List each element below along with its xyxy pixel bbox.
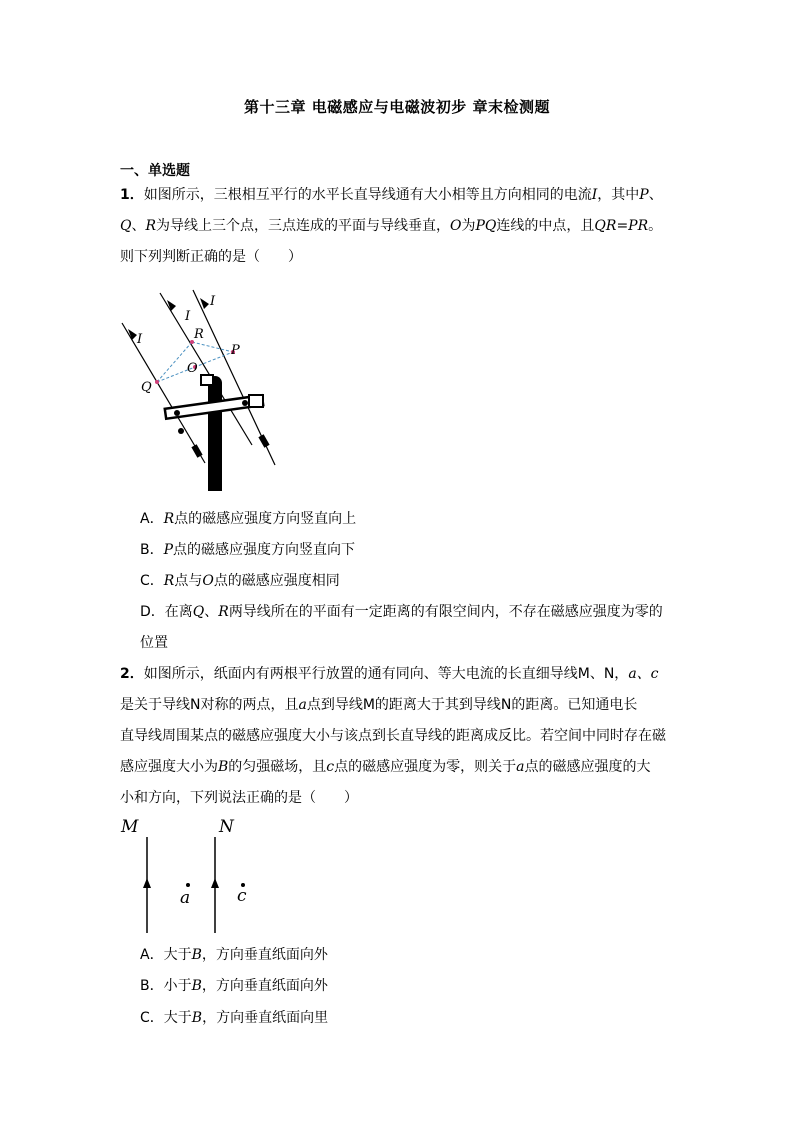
option-key: B．: [140, 978, 164, 994]
option-text: ，方向垂直纸面向里: [202, 1010, 329, 1026]
page-title: 第十三章 电磁感应与电磁波初步 章末检测题: [244, 98, 550, 116]
q1-text: 。: [648, 218, 663, 234]
point-a: [186, 883, 190, 887]
q2-line-3: 直导线周围某点的磁感应强度大小与该点到长直导线的距离成反比。若空间中同时存在磁: [120, 728, 666, 744]
q2-var: B: [218, 759, 229, 775]
q1-option-d[interactable]: [140, 602, 663, 622]
q1-var: O: [450, 218, 462, 234]
option-var: R: [163, 511, 175, 527]
option-text: 两导线所在的平面有一定距离的有限空间内，不存在磁感应强度为零的: [228, 604, 663, 620]
option-var: O: [202, 573, 214, 589]
arrow-middle: [167, 300, 176, 311]
label-M: M: [121, 817, 139, 837]
wire-left: [122, 323, 205, 463]
option-var: R: [218, 604, 229, 620]
q1-text: 为: [461, 218, 476, 234]
q2-var: a: [298, 697, 307, 713]
option-key: B．: [140, 542, 164, 558]
insulator-knob: [242, 400, 248, 406]
label-Q: Q: [141, 380, 152, 395]
insulator-knob: [178, 428, 184, 434]
option-text: 点的磁感应强度相同: [213, 573, 340, 589]
q2-text: 点的磁感应强度的大: [524, 759, 651, 775]
pole: [208, 383, 222, 491]
insulator: [258, 434, 269, 447]
q1-var: P: [639, 187, 649, 203]
option-key: C．: [140, 1010, 164, 1026]
q2-var: a: [516, 759, 525, 775]
option-var: B: [191, 978, 202, 994]
wire-middle: [160, 293, 252, 445]
option-text: ，方向垂直纸面向外: [201, 978, 328, 994]
label-R: R: [194, 327, 204, 342]
label-P: P: [231, 343, 240, 358]
q1-text: 为导线上三个点，三点连成的平面与导线垂直，: [156, 218, 451, 234]
q1-text: 、: [131, 218, 146, 234]
q2-var: a、c: [628, 666, 659, 682]
label-c: c: [237, 886, 247, 906]
option-key: C．: [140, 573, 164, 589]
option-text: 、: [204, 604, 219, 620]
crossarm-end: [249, 395, 263, 407]
q1-figure: [115, 285, 285, 495]
arrow-N: [211, 878, 219, 888]
pole-cap: [201, 375, 213, 385]
q2-figure: [115, 815, 275, 940]
q1-line-2: [120, 216, 662, 236]
q2-line-2: [120, 695, 637, 715]
q2-option-a[interactable]: [140, 945, 328, 965]
option-key: A．: [140, 947, 164, 963]
q2-line-1: [120, 664, 659, 684]
q2-var: c: [326, 759, 335, 775]
label-I: I: [137, 332, 143, 347]
point-Q: [155, 380, 159, 384]
option-var: R: [163, 573, 175, 589]
option-text: 小于: [163, 978, 192, 994]
option-var: Q: [192, 604, 205, 620]
q2-text: 的匀强磁场，且: [228, 759, 327, 775]
q2-text: 是关于导线N对称的两点，且: [120, 697, 299, 713]
q1-var: PQ: [475, 218, 497, 234]
q1-text: 连线的中点，且: [496, 218, 595, 234]
q2-text: 点的磁感应强度为零，则关于: [334, 759, 517, 775]
section-heading: 一、单选题: [120, 163, 190, 179]
q2-text: 感应强度大小为: [120, 759, 218, 775]
option-text: 点的磁感应强度方向竖直向下: [173, 542, 356, 558]
label-O: O: [187, 361, 198, 376]
option-var: B: [191, 947, 202, 963]
q2-line-4: [120, 757, 651, 777]
option-text: 在离: [164, 604, 193, 620]
insulator-knob: [174, 410, 180, 416]
q2-option-c[interactable]: [140, 1008, 328, 1028]
option-var: B: [191, 1010, 203, 1026]
q1-line-1: [120, 185, 663, 205]
q1-option-d-line2: 位置: [140, 635, 168, 651]
dashed-RP: [192, 342, 233, 352]
option-key: D．: [140, 604, 165, 620]
option-var: P: [163, 542, 174, 558]
label-a: a: [180, 888, 191, 908]
label-N: N: [219, 817, 234, 837]
label-I: I: [185, 309, 191, 324]
q1-option-c[interactable]: [140, 571, 340, 591]
q2-text: 如图所示，纸面内有两根平行放置的通有同向、等大电流的长直细导线M、N，: [143, 666, 629, 682]
q1-var: R: [145, 218, 157, 234]
q2-number: 2．: [120, 666, 144, 682]
q2-option-b[interactable]: [140, 976, 328, 996]
option-text: 点与: [174, 573, 203, 589]
q1-line-3: 则下列判断正确的是（ ）: [120, 249, 302, 265]
q1-text: 、: [648, 187, 663, 203]
q1-option-b[interactable]: [140, 540, 355, 560]
option-key: A．: [140, 511, 164, 527]
q1-text: 如图所示，三根相互平行的水平长直导线通有大小相等且方向相同的电流: [143, 187, 592, 203]
q1-var: QR=PR: [594, 218, 649, 234]
option-text: 点的磁感应强度方向竖直向上: [174, 511, 357, 527]
option-text: ，方向垂直纸面向外: [201, 947, 328, 963]
arrow-M: [143, 878, 151, 888]
option-text: 大于: [163, 947, 192, 963]
q1-number: 1．: [120, 187, 144, 203]
label-I: I: [210, 294, 216, 309]
q2-text: 点到导线M的距离大于其到导线N的距离。已知通电长: [306, 697, 638, 713]
q1-option-a[interactable]: [140, 509, 356, 529]
q1-text: ，其中: [597, 187, 640, 203]
q2-line-5: 小和方向，下列说法正确的是（ ）: [120, 790, 358, 806]
q1-var: I: [591, 187, 598, 203]
option-text: 大于: [163, 1010, 192, 1026]
q1-var: Q: [120, 218, 132, 234]
